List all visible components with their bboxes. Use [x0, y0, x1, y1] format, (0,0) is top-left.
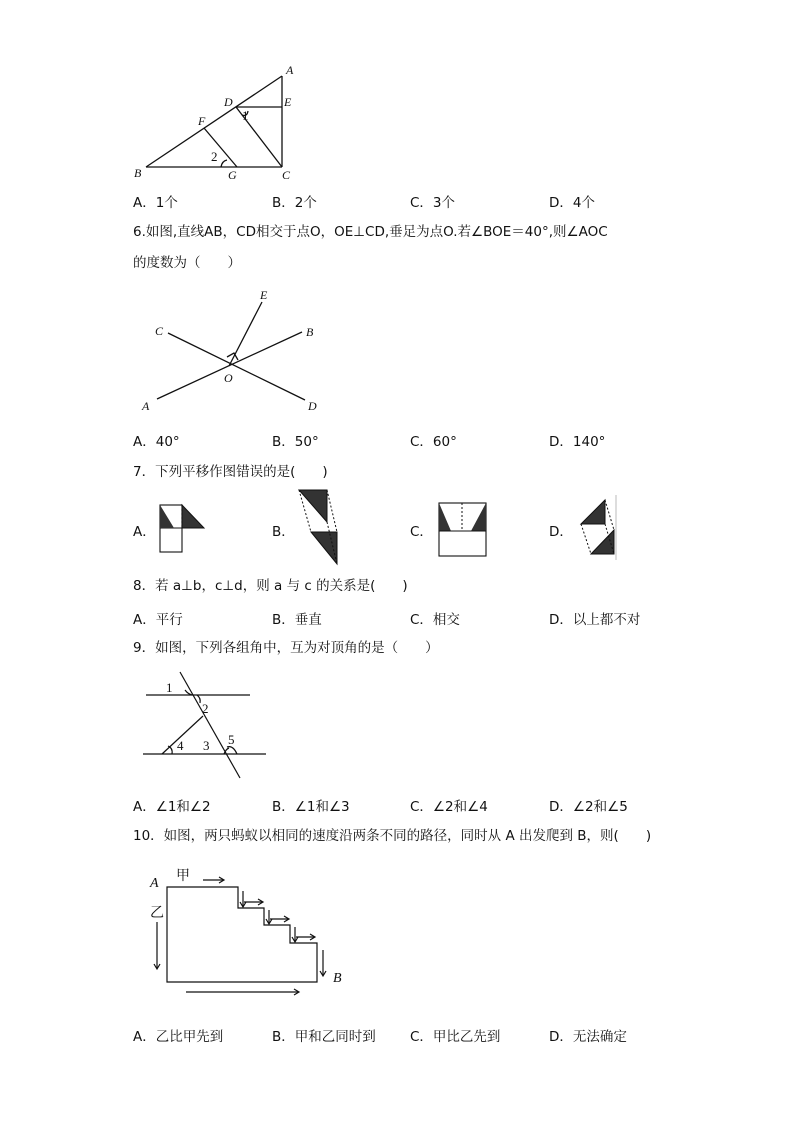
label-B: B: [333, 971, 342, 986]
label-A: A: [142, 399, 150, 413]
label-D: D: [224, 95, 233, 109]
q7-stem: 7．下列平移作图错误的是( ): [133, 464, 328, 480]
q8-option-d[interactable]: D．以上都不对: [549, 612, 641, 628]
q10-stem: 10．如图，两只蚂蚁以相同的速度沿两条不同的路径，同时从 A 出发爬到 B，则( ): [133, 828, 652, 844]
q7-option-d-letter[interactable]: D．: [549, 524, 573, 540]
label-angle-2: 2: [211, 149, 218, 164]
label-A: A: [150, 876, 159, 891]
label-A: A: [286, 63, 294, 77]
label-E: E: [260, 288, 268, 302]
q10-option-c[interactable]: C．甲比乙先到: [410, 1029, 501, 1045]
q6-option-a[interactable]: A．40°: [133, 434, 180, 450]
q6-stem-line2: 的度数为（ ）: [133, 255, 241, 271]
label-C: C: [282, 168, 291, 182]
q7-option-a-letter[interactable]: A．: [133, 524, 156, 540]
q9-option-d[interactable]: D．∠2和∠5: [549, 799, 628, 815]
q8-option-b[interactable]: B．垂直: [272, 612, 322, 628]
label-angle-5: 5: [228, 732, 235, 747]
label-F: F: [198, 114, 206, 128]
q7-option-c-letter[interactable]: C．: [410, 524, 433, 540]
label-O: O: [224, 371, 233, 385]
q9-option-c[interactable]: C．∠2和∠4: [410, 799, 488, 815]
label-B: B: [134, 166, 142, 180]
q5-option-a[interactable]: A．1个: [133, 195, 178, 211]
q8-stem: 8．若 a⊥b，c⊥d，则 a 与 c 的关系是( ): [133, 578, 408, 594]
q6-stem-line1: 6.如图,直线AB，CD相交于点O，OE⊥CD,垂足为点O.若∠BOE＝40°,则∠AOC: [133, 224, 608, 240]
label-angle-3: 3: [203, 738, 210, 753]
label-angle-2: 2: [202, 701, 209, 716]
label-angle-1: 1: [166, 680, 173, 695]
q5-option-c[interactable]: C．3个: [410, 195, 456, 211]
label-yi: 乙: [150, 905, 164, 921]
q10-option-b[interactable]: B．甲和乙同时到: [272, 1029, 376, 1045]
label-D: D: [308, 399, 317, 413]
q8-option-a[interactable]: A．平行: [133, 612, 183, 628]
q8-option-c[interactable]: C．相交: [410, 612, 460, 628]
q9-option-b[interactable]: B．∠1和∠3: [272, 799, 350, 815]
q5-option-b[interactable]: B．2个: [272, 195, 317, 211]
label-B: B: [306, 325, 314, 339]
q6-option-c[interactable]: C．60°: [410, 434, 457, 450]
q6-option-b[interactable]: B．50°: [272, 434, 319, 450]
q9-option-a[interactable]: A．∠1和∠2: [133, 799, 211, 815]
q5-option-d[interactable]: D．4个: [549, 195, 595, 211]
q10-option-d[interactable]: D．无法确定: [549, 1029, 627, 1045]
q9-stem: 9．如图，下列各组角中，互为对顶角的是（ ）: [133, 640, 439, 656]
label-angle-4: 4: [177, 738, 184, 753]
q7-option-b-letter[interactable]: B．: [272, 524, 295, 540]
label-C: C: [155, 324, 164, 338]
q10-option-a[interactable]: A．乙比甲先到: [133, 1029, 224, 1045]
label-angle-1: 1: [242, 108, 249, 123]
q6-option-d[interactable]: D．140°: [549, 434, 606, 450]
label-G: G: [228, 168, 237, 182]
label-E: E: [284, 95, 292, 109]
label-jia: 甲: [176, 868, 190, 884]
